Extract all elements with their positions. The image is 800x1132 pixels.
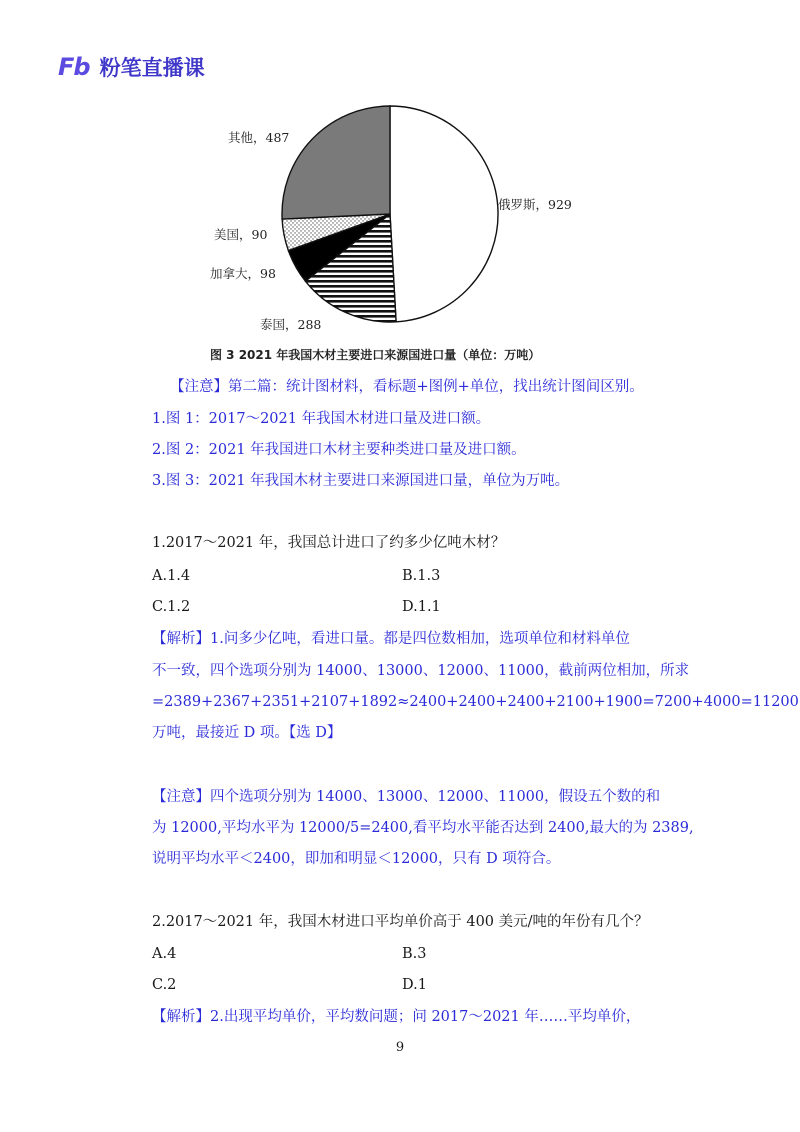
note-item-3: 3.图 3：2021 年我国木材主要进口来源国进口量，单位为万吨。 <box>152 473 570 489</box>
pie-label-3: 加拿大，98 <box>210 266 276 281</box>
pie-slice-1 <box>390 106 498 322</box>
question-2-stem: 2.2017～2021 年，我国木材进口平均单价高于 400 美元/吨的年份有几个？ <box>152 914 649 930</box>
question-1-note-line-2: 为 12000,平均水平为 12000/5=2400,看平均水平能否达到 2400,最大的为 2389, <box>152 820 694 836</box>
question-2-option-b: B.3 <box>402 946 427 962</box>
pie-label-4: 美国，90 <box>214 227 268 242</box>
fb-logo-icon: Fb <box>58 53 90 81</box>
question-1-option-d: D.1.1 <box>402 599 441 615</box>
brand-logo <box>58 52 205 82</box>
question-1-note-line-3: 说明平均水平＜2400，即加和明显＜12000，只有 D 项符合。 <box>152 851 561 867</box>
note-item-2: 2.图 2：2021 年我国进口木材主要种类进口量及进口额。 <box>152 442 526 458</box>
pie-label-2: 泰国，288 <box>260 317 322 332</box>
note-heading: 【注意】第二篇：统计图材料，看标题+图例+单位，找出统计图间区别。 <box>170 379 644 395</box>
pie-label-1: 俄罗斯，929 <box>498 197 572 212</box>
chart-caption: 图 3 2021 年我国木材主要进口来源国进口量（单位：万吨） <box>210 348 541 362</box>
pie-slice-5 <box>282 106 390 219</box>
question-2-analysis-line-1: 【解析】2.出现平均单价，平均数问题；问 2017～2021 年……平均单价， <box>152 1009 641 1025</box>
question-2-option-a: A.4 <box>152 946 177 962</box>
question-1-note-line-1: 【注意】四个选项分别为 14000、13000、12000、11000，假设五个数的和 <box>152 789 661 805</box>
question-1-option-c: C.1.2 <box>152 599 191 615</box>
question-1-stem: 1.2017～2021 年，我国总计进口了约多少亿吨木材？ <box>152 535 506 551</box>
question-1-analysis-line-2: 不一致，四个选项分别为 14000、13000、12000、11000，截前两位相加，所求 <box>152 663 690 679</box>
import-source-pie-chart <box>190 100 630 340</box>
question-1-option-a: A.1.4 <box>152 568 191 584</box>
pie-label-5: 其他，487 <box>228 130 290 145</box>
question-2-option-c: C.2 <box>152 977 177 993</box>
note-item-1: 1.图 1：2017～2021 年我国木材进口量及进口额。 <box>152 411 491 427</box>
question-1-option-b: B.1.3 <box>402 568 441 584</box>
question-1-analysis-line-3: =2389+2367+2351+2107+1892≈2400+2400+2400+2100+1900=7200+4000=11200 <box>152 694 799 710</box>
question-2-option-d: D.1 <box>402 977 427 993</box>
question-1-analysis-line-1: 【解析】1.问多少亿吨，看进口量。都是四位数相加，选项单位和材料单位 <box>152 631 630 647</box>
question-1-analysis-line-4: 万吨，最接近 D 项。【选 D】 <box>152 725 342 741</box>
page-number: 9 <box>395 1040 405 1055</box>
brand-name: 粉笔直播课 <box>99 56 205 80</box>
